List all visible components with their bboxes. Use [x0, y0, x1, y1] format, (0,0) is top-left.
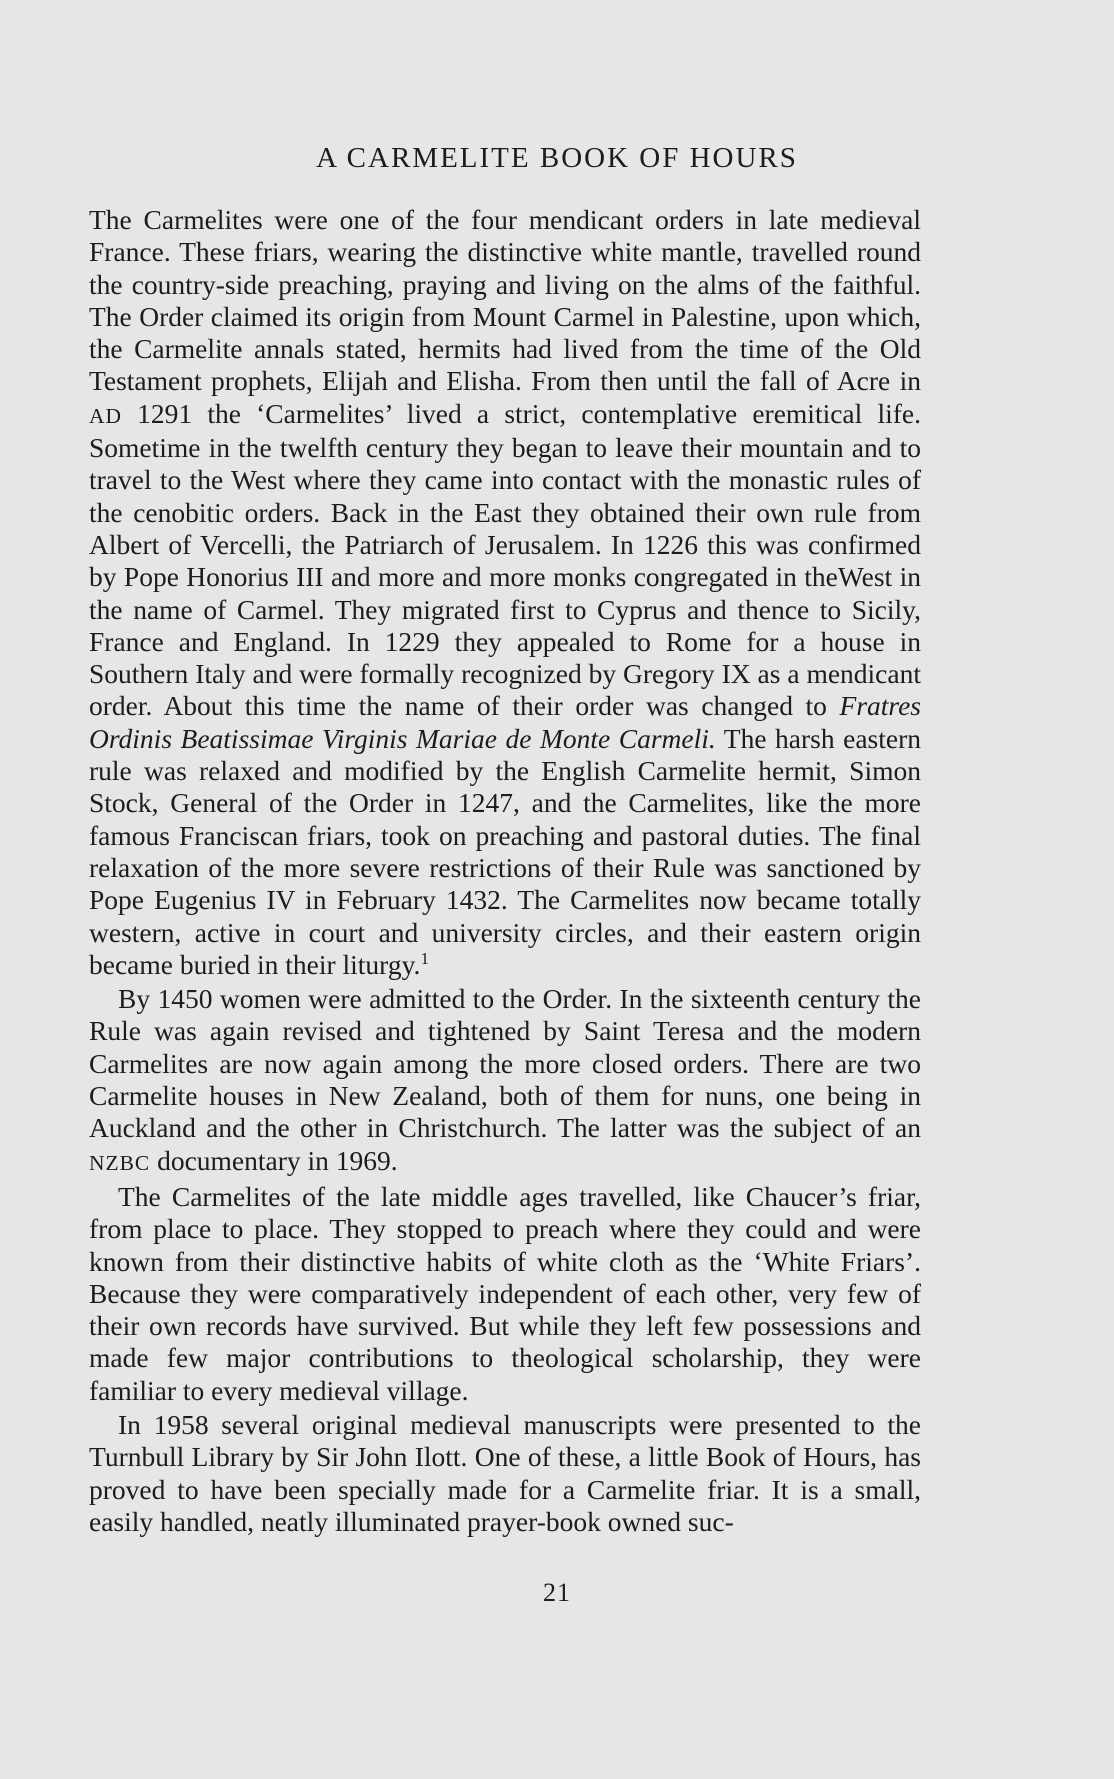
body-text: [89, 204, 921, 1538]
paragraph-4: In 1958 several original medieval manuscripts were presented to the Turnbull Library by Sir John Ilott. One of these, a little Book of Hours, has proved to have been specially made for a Carmelite friar. It is a small, easily handled, neatly illuminated prayer-book owned suc-: [89, 1408, 921, 1537]
p1-text-c: The harsh eastern rule was relaxed and modified by the English Carmelite hermit, Simon Stock, General of the Order in 1247, and the Carmelites, like the more famous Franciscan friars, took on preaching and pastoral duties. The final relaxation of the more severe restrictions of their Rule was sanctioned by Pope Eugenius IV in February 1432. The Carmelites now became totally western, active in court and university circles, and their eastern origin became buried in their liturgy.: [89, 722, 921, 980]
paragraph-3: The Carmelites of the late middle ages travelled, like Chaucer’s friar, from place to place. They stopped to preach where they could and were known from their distinctive habits of white cloth as the ‘White Friars’. Because they were comparatively independent of each other, very few of their own records have survived. But while they left few possessions and made few major contributions to theological scholarship, they were familiar to every medieval village.: [89, 1180, 921, 1406]
p2-nzbc: NZBC: [89, 1150, 151, 1175]
p1-text-a: The Carmelites were one of the four mendicant orders in late medieval France. These friars, wearing the distinctive white mantle, travelled round the country-side preaching, praying and living on the alms of the faithful. The Order claimed its origin from Mount Carmel in Palestine, upon which, the Carmelite annals stated, hermits had lived from the time of the Old Testament prophets, Elijah and Elisha. From then until the fall of Acre in: [89, 204, 921, 397]
p2-text-a: By 1450 women were admitted to the Order. In the sixteenth century the Rule was again revised and tightened by Saint Teresa and the modern Carmelites are now again among the more closed orders. There are two Carmelite houses in New Zealand, both of them for nuns, one being in Auckland and the other in Christchurch. The latter was the subject of an: [89, 983, 921, 1144]
paragraph-1: [89, 204, 921, 981]
p2-text-b: documentary in 1969.: [150, 1144, 398, 1176]
page-number: 21: [543, 1578, 571, 1607]
p1-era-abbrev: AD: [89, 403, 122, 428]
page-title: A CARMELITE BOOK OF HOURS: [316, 142, 798, 174]
p1-text-b: 1291 the ‘Carmelites’ lived a strict, contemplative eremitical life. Sometime in the twelfth century they began to leave their mountain and to travel to the West where they came into contact with the monastic rules of the cenobitic orders. Back in the East they obtained their own rule from Albert of Vercelli, the Patriarch of Jerusalem. In 1226 this was confirmed by Pope Honorius III and more and more monks congregated in theWest in the name of Carmel. They migrated first to Cyprus and thence to Sicily, France and England. In 1229 they appealed to Rome for a house in Southern Italy and were formally recognized by Gregory IX as a mendicant order. About this time the name of their order was changed to: [89, 397, 921, 722]
paragraph-2: [89, 983, 921, 1179]
footnote-marker: 1: [420, 948, 429, 968]
p1-latin-name: Fratres Ordinis Beatissimae Virginis Mariae de Monte Carmeli.: [89, 690, 921, 754]
